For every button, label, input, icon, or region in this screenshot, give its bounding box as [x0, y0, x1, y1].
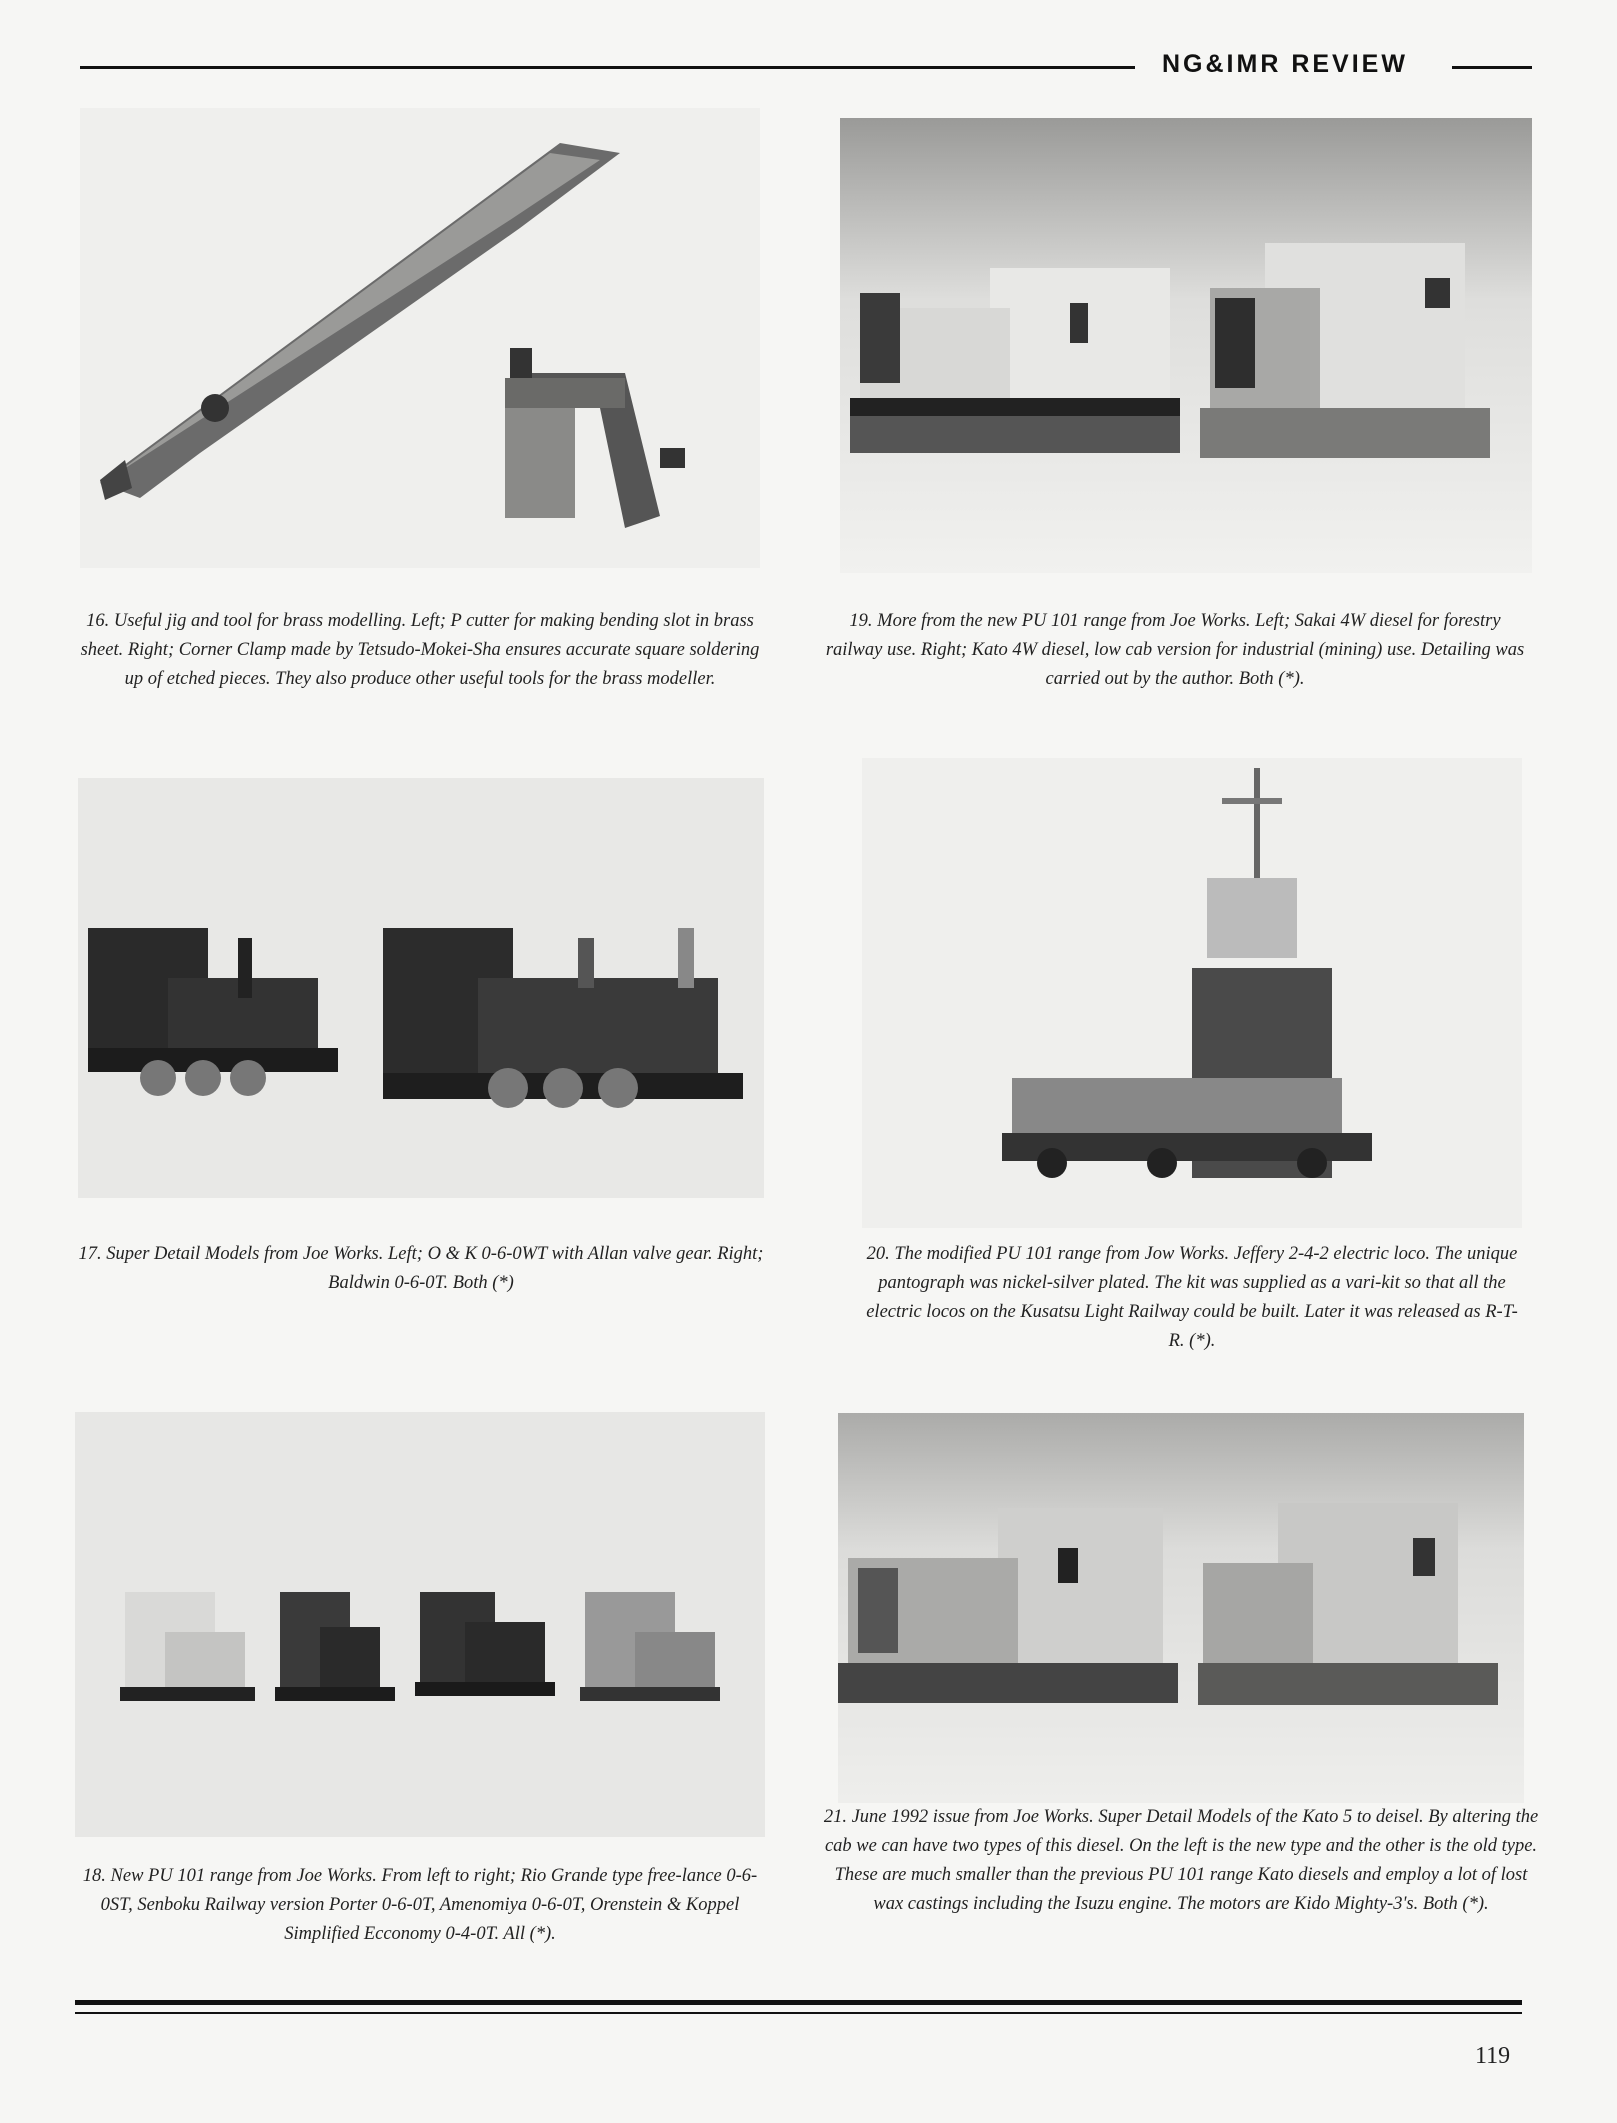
photo-pu101-diesels [840, 118, 1532, 573]
page-number: 119 [1475, 2043, 1511, 2069]
photo-kato-diesels [838, 1413, 1524, 1803]
photo-jeffery-electric [862, 758, 1522, 1228]
figure-caption-17: 17. Super Detail Models from Joe Works. Left; O & K 0-6-0WT with Allan valve gear. Right; Baldwin 0-6-0T. Both (*) [78, 1244, 764, 1293]
figure-caption-19: 19. More from the new PU 101 range from Joe Works. Left; Sakai 4W diesel for forestry railway use. Right; Kato 4W diesel, low cab version for industrial (mining) use. Detailing was carried out by the author. Both (*). [825, 611, 1525, 689]
photo-pu101-steam-range [75, 1412, 765, 1837]
photo-brass-tools [80, 108, 760, 568]
footer-rule [75, 2000, 1522, 2005]
footer-rule [75, 2012, 1522, 2014]
figure-caption-18: 18. New PU 101 range from Joe Works. From left to right; Rio Grande type free-lance 0-6-0ST, Senboku Railway version Porter 0-6-0T, Amenomiya 0-6-0T, Orenstein & Koppel Simplified Ecconomy 0-4-0T. All (*). [82, 1866, 758, 1944]
header-rule [80, 66, 1135, 69]
header-rule [1452, 66, 1532, 69]
figure-caption-20: 20. The modified PU 101 range from Jow Works. Jeffery 2-4-2 electric loco. The unique pantograph was nickel-silver plated. The kit was supplied as a vari-kit so that all the electric locos on the Kusatsu Light Railway could be built. Later it was released as R-T-R. (*). [866, 1244, 1518, 1351]
figure-caption-21: 21. June 1992 issue from Joe Works. Super Detail Models of the Kato 5 to deisel. By altering the cab we can have two types of this diesel. On the left is the new type and the other is the old type. These are much smaller than the previous PU 101 range Kato diesels and employ a lot of lost wax castings including the Isuzu engine. The motors are Kido Mighty-3's. Both (*). [823, 1807, 1539, 1914]
page-header-title: NG&IMR REVIEW [1162, 50, 1408, 78]
photo-super-detail-steam [78, 778, 764, 1198]
figure-caption-16: 16. Useful jig and tool for brass modelling. Left; P cutter for making bending slot in brass sheet. Right; Corner Clamp made by Tetsudo-Mokei-Sha ensures accurate square soldering up of etched pieces. They also produce other useful tools for the brass modeller. [80, 611, 760, 689]
